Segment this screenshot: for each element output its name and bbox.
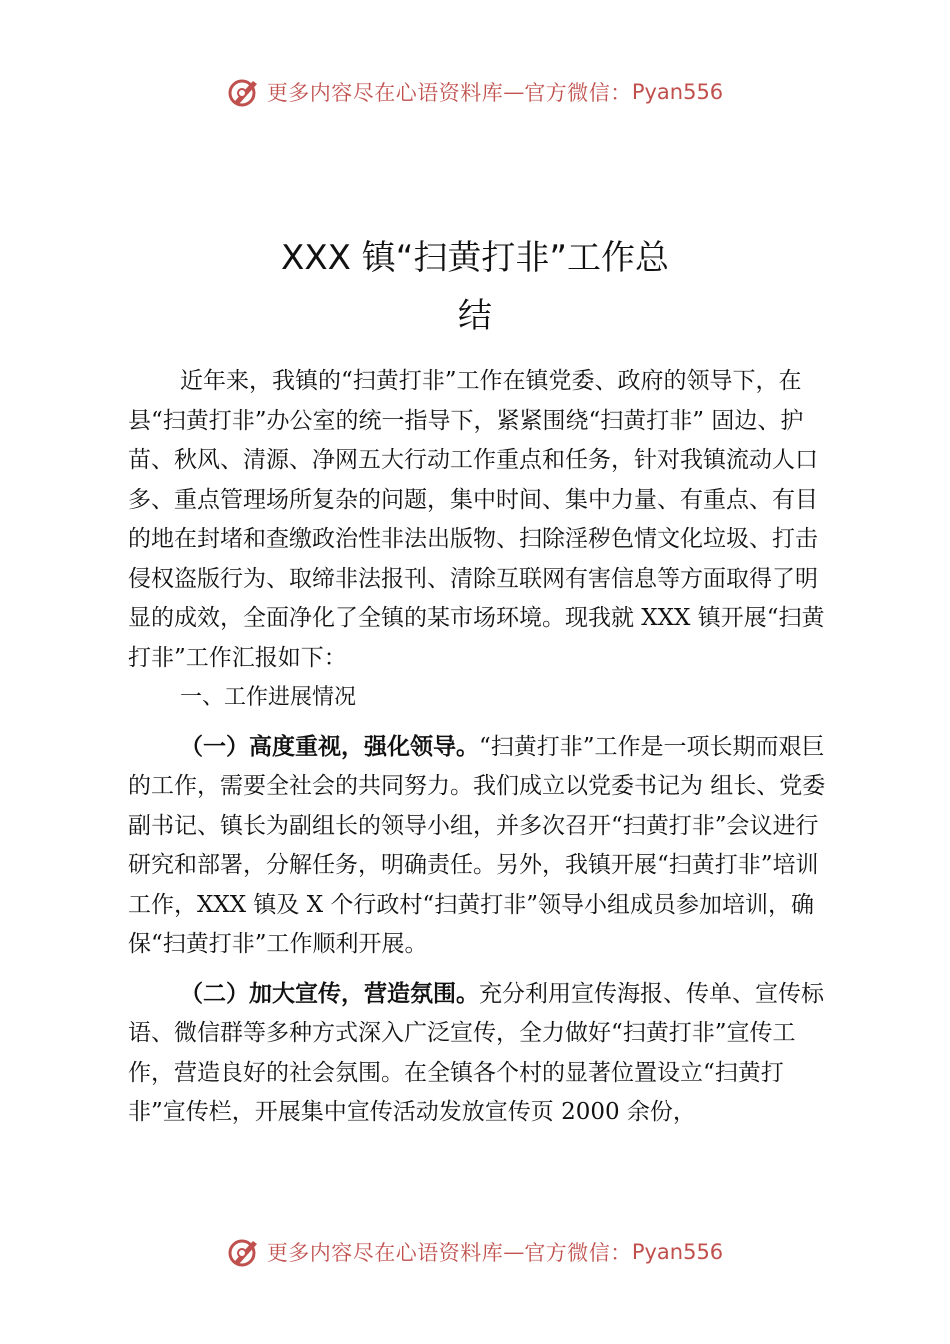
banner-text: 更多内容尽在心语资料库 (266, 1241, 504, 1265)
subsection-1-title: （一）高度重视，强化领导。 (180, 733, 479, 760)
intro-paragraph: 近年来，我镇的“扫黄打非”工作在镇党委、政府的领导下，在县“扫黄打非”办公室的统一指导下，紧紧围绕“扫黄打非” 固边、护苗、秋风、清源、净网五大行动工作重点和任务，针对我镇流动人口多、重点管理场所复杂的问题，集中时间、集中力量、有重点、有目的地在封堵和查缴政治性非法出版物、扫除淫秽色情文化垃圾、打击侵权盗版行为、取缔非法报刊、清除互联网有害信息等方面取得了明显的成效，全面净化了全镇的某市场环境。现我就 XXX 镇开展“扫黄打非”工作汇报如下： (128, 368, 825, 671)
subsection-2-paragraph (128, 975, 840, 1133)
banner-wechat-id: Pyan556 (631, 1240, 724, 1264)
banner-separator: — (503, 80, 525, 104)
header-watermark-banner (0, 72, 950, 112)
section-heading-1: 一、工作进展情况 (180, 685, 357, 710)
document-title-line-2: 结 (458, 296, 492, 336)
subsection-1-text: “扫黄打非”工作是一项长期而艰巨的工作，需要全社会的共同努力。我们成立以党委书记为 组长、党委副书记、镇长为副组长的领导小组，并多次召开“扫黄打非”会议进行研究和部署，分解任务，明确责任。另外，我镇开展“扫黄打非”培训工作，XXX 镇及 X 个行政村“扫黄打非”领导小组成员参加培训，确保“扫黄打非”工作顺利开展。 (128, 733, 826, 957)
subsection-1-paragraph (128, 728, 840, 965)
banner-separator: — (503, 1240, 525, 1264)
footer-watermark-banner (0, 1232, 950, 1272)
document-title-line-1: XXX 镇“扫黄打非”工作总 (281, 238, 669, 278)
pen-logo-icon (227, 1235, 261, 1269)
subsection-2-text: 充分利用宣传海报、传单、宣传标语、微信群等多种方式深入广泛宣传，全力做好“扫黄打非”宣传工作，营造良好的社会氛围。在全镇各个村的显著位置设立“扫黄打非”宣传栏，开展集中宣传活动发放宣传页 2000 余份， (128, 980, 824, 1125)
banner-label: 官方微信： (524, 1241, 632, 1265)
document-body (128, 362, 840, 1133)
banner-label: 官方微信： (524, 81, 632, 105)
subsection-2-title: （二）加大宣传，营造氛围。 (180, 980, 479, 1007)
banner-wechat-id: Pyan556 (631, 80, 724, 104)
banner-text: 更多内容尽在心语资料库 (266, 81, 504, 105)
pen-logo-icon (227, 75, 261, 109)
